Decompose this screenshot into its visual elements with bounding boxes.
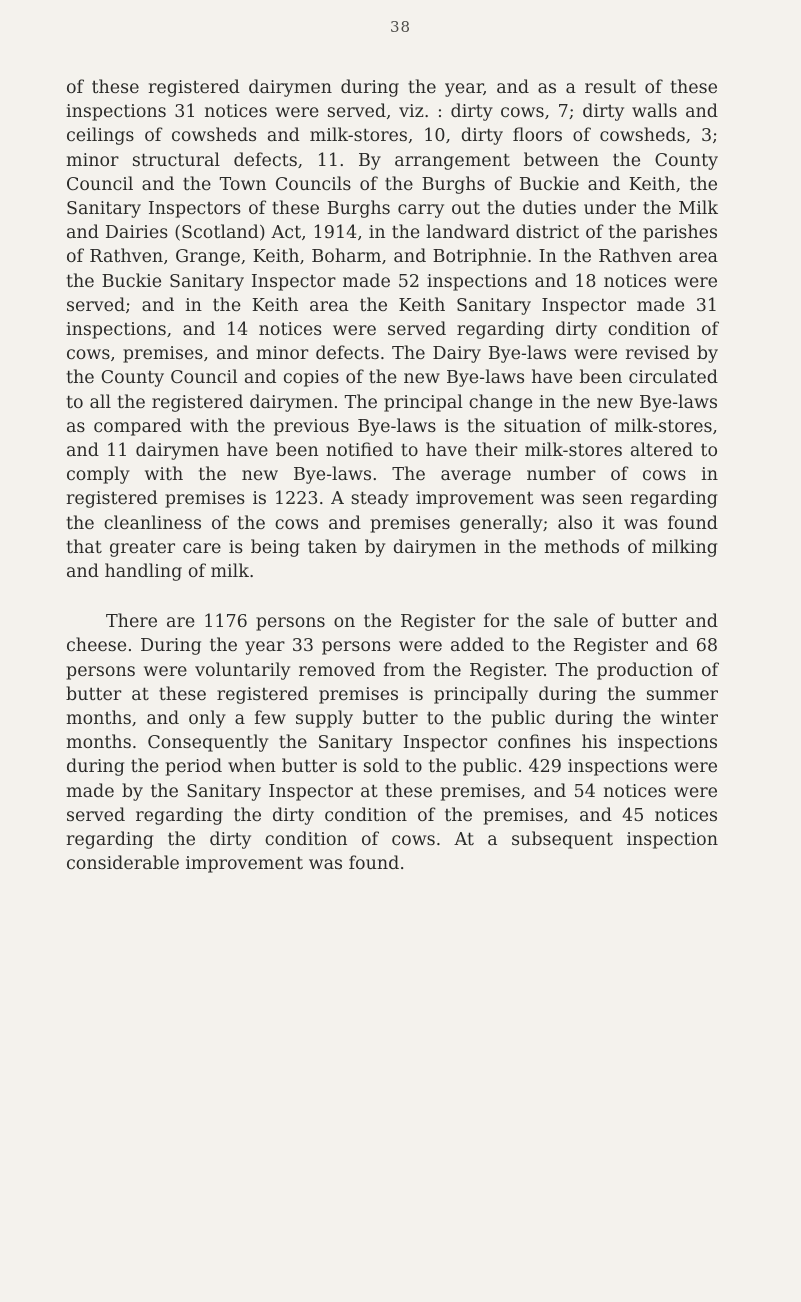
body-text [66,76,718,877]
paragraph-butter-cheese-register: There are 1176 persons on the Register for the sale of butter and cheese. During the year 33 persons were added to the Register and 68 persons were voluntarily removed from the Register. The production of butter at these registered premises is principally during the summer months, and only a few supply butter to the public during the winter months. Consequently the Sanitary Inspector confines his inspections during the period when butter is sold to the public. 429 inspections were made by the Sanitary Inspector at these premises, and 54 notices were served regarding the dirty condition of the premises, and 45 notices regarding the dirty condition of cows. At a subsequent inspection considerable improvement was found. [66,612,718,875]
paragraph-dairymen-inspections: of these registered dairymen during the year, and as a result of these inspections 31 notices were served, viz. : dirty cows, 7; dirty walls and ceilings of cowsheds and milk-stores, 10, dirty floors of cowsheds, 3; minor structural defects, 11. By arrangement between the County Council and the Town Councils of the Burghs of Buckie and Keith, the Sanitary Inspectors of these Burghs carry out the duties under the Milk and Dairies (Scotland) Act, 1914, in the landward district of the parishes of Rathven, Grange, Keith, Boharm, and Botriphnie. In the Rathven area the Buckie Sanitary Inspector made 52 inspections and 18 notices were served; and in the Keith area the Keith Sanitary Inspector made 31 inspections, and 14 notices were served regarding dirty condition of cows, premises, and minor defects. The Dairy Bye-laws were revised by the County Council and copies of the new Bye-laws have been circulated to all the registered dairymen. The principal change in the new Bye-laws as compared with the previous Bye-laws is the situation of milk-stores, and 11 dairymen have been notified to have their milk-stores altered to comply with the new Bye-laws. The average number of cows in registered premises is 1223. A steady improvement was seen regarding the cleanliness of the cows and premises generally; also it was found that greater care is being taken by dairymen in the methods of milking and handling of milk. [66,78,718,583]
page-number: 38 [389,18,412,36]
